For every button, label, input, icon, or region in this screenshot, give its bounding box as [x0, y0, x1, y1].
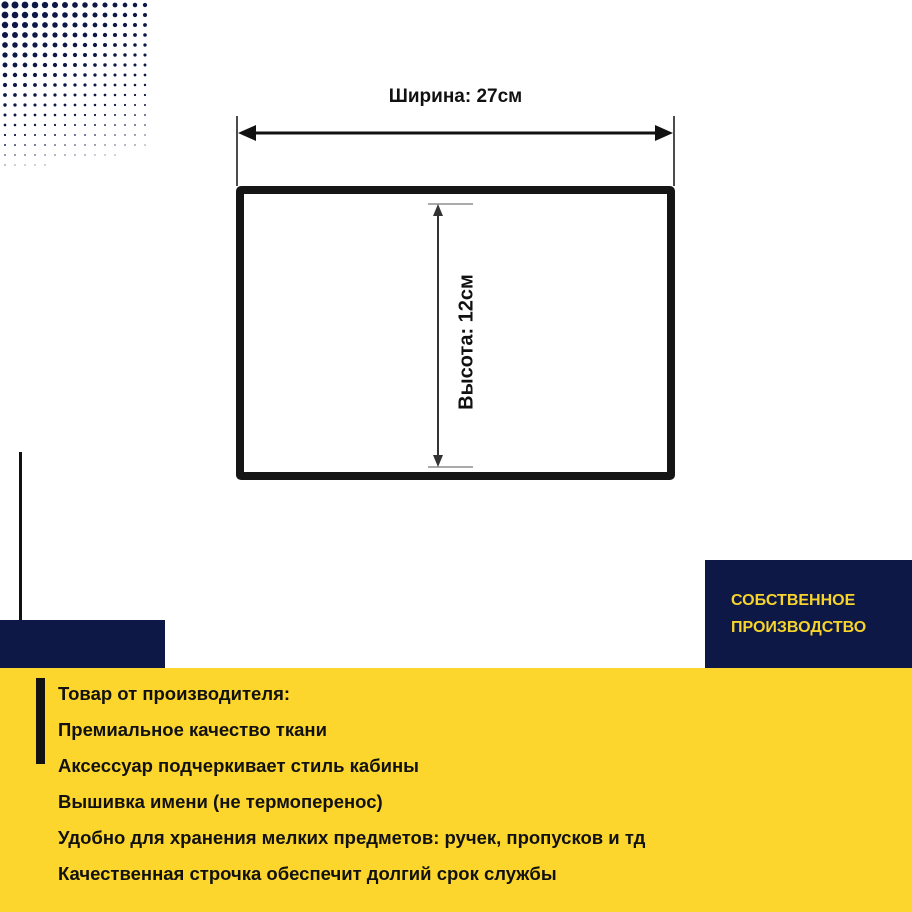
feature-item: Премиальное качество ткани: [58, 719, 327, 740]
feature-item: Товар от производителя:: [58, 683, 291, 704]
own-production-badge: [705, 560, 912, 668]
height-label: Высота: 12см: [455, 274, 478, 410]
feature-item: Аксессуар подчеркивает стиль кабины: [58, 755, 419, 776]
feature-item: Вышивка имени (не термоперенос): [58, 791, 383, 812]
badge-line-1: СОБСТВЕННОЕ: [731, 592, 856, 609]
width-label: Ширина: 27см: [388, 86, 523, 107]
navy-accent-block: [0, 620, 165, 668]
feature-item: Качественная строчка обеспечит долгий срок службы: [58, 863, 557, 884]
features-list: [58, 676, 645, 892]
width-arrowhead-right: [655, 125, 673, 141]
badge-line-2: ПРОИЗВОДСТВО: [731, 619, 867, 636]
feature-item: Удобно для хранения мелких предметов: ручек, пропусков и тд: [58, 827, 646, 848]
features-accent-bar: [36, 678, 45, 764]
width-arrowhead-left: [238, 125, 256, 141]
